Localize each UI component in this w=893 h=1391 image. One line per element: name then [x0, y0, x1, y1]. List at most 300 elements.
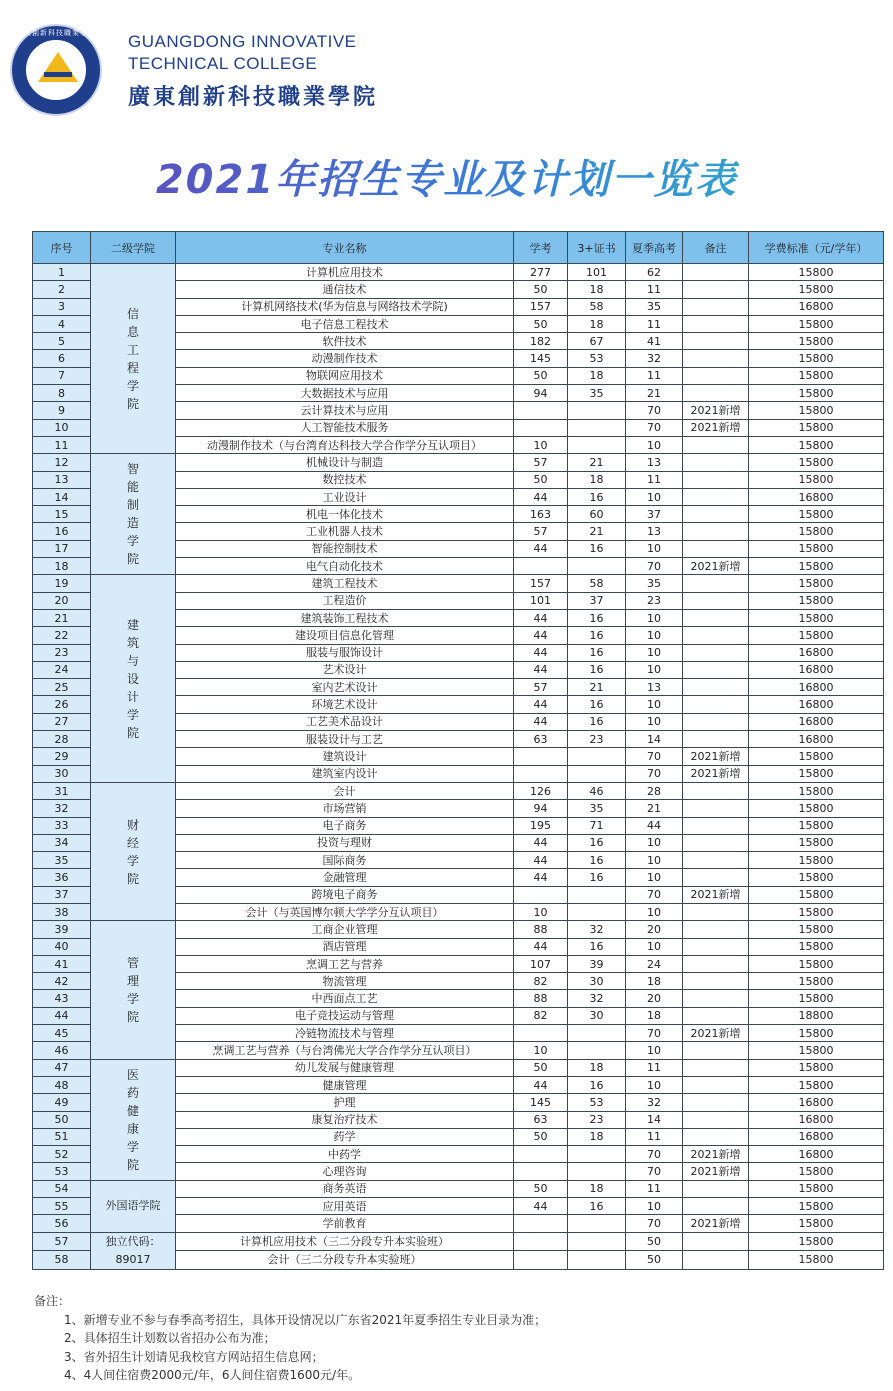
cell-fee: 16800 — [749, 1128, 884, 1145]
cell-cert: 30 — [568, 1007, 626, 1024]
college-cell — [91, 1059, 176, 1180]
cell-major: 心理咨询 — [176, 1163, 514, 1180]
cell-summer: 32 — [626, 350, 683, 367]
cell-cert: 101 — [568, 264, 626, 281]
cell-major: 投资与理财 — [176, 834, 514, 851]
cell-index: 44 — [33, 1007, 91, 1024]
note-item: 1、新增专业不参与春季高考招生，具体开设情况以广东省2021年夏季招生专业目录为准； — [64, 1312, 547, 1327]
cell-cert: 16 — [568, 869, 626, 886]
cell-note — [683, 1076, 749, 1093]
college-english-name-line1: GUANGDONG INNOVATIVE — [128, 32, 357, 51]
cell-major: 建筑设计 — [176, 748, 514, 765]
cell-xuekao: 44 — [514, 1198, 568, 1215]
cell-fee: 15800 — [749, 852, 884, 869]
cell-index: 4 — [33, 315, 91, 332]
cell-cert: 18 — [568, 281, 626, 298]
college-cell — [91, 782, 176, 920]
cell-note — [683, 488, 749, 505]
cell-xuekao: 82 — [514, 973, 568, 990]
cell-cert — [568, 558, 626, 575]
cell-index: 22 — [33, 627, 91, 644]
cell-fee: 18800 — [749, 1007, 884, 1024]
cell-summer: 10 — [626, 1076, 683, 1093]
cell-major: 智能控制技术 — [176, 540, 514, 557]
cell-cert: 18 — [568, 1059, 626, 1076]
cell-note: 2021新增 — [683, 402, 749, 419]
cell-major: 冷链物流技术与管理 — [176, 1025, 514, 1042]
cell-xuekao — [514, 1025, 568, 1042]
college-logo — [10, 24, 102, 116]
cell-xuekao: 163 — [514, 506, 568, 523]
cell-index: 31 — [33, 782, 91, 799]
cell-note — [683, 817, 749, 834]
cell-note — [683, 367, 749, 384]
cell-fee: 15800 — [749, 1059, 884, 1076]
logo-ring-text: 廣東創新科技職業學院 — [16, 29, 96, 37]
cell-index: 20 — [33, 592, 91, 609]
cell-summer: 18 — [626, 1007, 683, 1024]
cell-major: 机电一体化技术 — [176, 506, 514, 523]
cell-cert: 53 — [568, 1094, 626, 1111]
cell-index: 37 — [33, 886, 91, 903]
cell-fee: 15800 — [749, 1198, 884, 1215]
cell-cert: 58 — [568, 298, 626, 315]
cell-xuekao — [514, 419, 568, 436]
cell-xuekao — [514, 765, 568, 782]
cell-note: 2021新增 — [683, 748, 749, 765]
cell-note — [683, 852, 749, 869]
cell-summer: 70 — [626, 765, 683, 782]
cell-fee: 15800 — [749, 903, 884, 920]
cell-fee: 15800 — [749, 454, 884, 471]
cell-fee: 15800 — [749, 1180, 884, 1197]
cell-fee: 15800 — [749, 436, 884, 453]
cell-fee: 15800 — [749, 506, 884, 523]
column-header: 夏季高考 — [626, 232, 683, 264]
cell-note: 2021新增 — [683, 1146, 749, 1163]
cell-index: 3 — [33, 298, 91, 315]
college-name: 管理学院 — [126, 955, 139, 1024]
cell-summer: 70 — [626, 1163, 683, 1180]
cell-note — [683, 575, 749, 592]
cell-major: 工艺美术品设计 — [176, 713, 514, 730]
cell-summer: 41 — [626, 333, 683, 350]
cell-summer: 10 — [626, 852, 683, 869]
cell-summer: 13 — [626, 679, 683, 696]
note-item: 2、具体招生计划数以省招办公布为准； — [64, 1331, 276, 1345]
cell-major: 健康管理 — [176, 1076, 514, 1093]
cell-major: 烹调工艺与营养（与台湾佛光大学合作学分互认项目） — [176, 1042, 514, 1059]
cell-xuekao: 63 — [514, 1111, 568, 1128]
cell-summer: 10 — [626, 834, 683, 851]
cell-index: 24 — [33, 661, 91, 678]
cell-cert: 16 — [568, 938, 626, 955]
cell-major: 通信技术 — [176, 281, 514, 298]
cell-fee: 15800 — [749, 782, 884, 799]
cell-fee: 15800 — [749, 1025, 884, 1042]
cell-cert: 16 — [568, 609, 626, 626]
cell-note — [683, 350, 749, 367]
cell-cert: 16 — [568, 661, 626, 678]
cell-major: 幼儿发展与健康管理 — [176, 1059, 514, 1076]
cell-summer: 35 — [626, 298, 683, 315]
cell-summer: 20 — [626, 990, 683, 1007]
cell-major: 会计（与英国博尔顿大学学分互认项目） — [176, 903, 514, 920]
cell-xuekao — [514, 1163, 568, 1180]
cell-major: 机械设计与制造 — [176, 454, 514, 471]
cell-xuekao: 50 — [514, 1180, 568, 1197]
cell-index: 38 — [33, 903, 91, 920]
cell-xuekao: 94 — [514, 385, 568, 402]
cell-xuekao: 10 — [514, 1042, 568, 1059]
cell-summer: 10 — [626, 1042, 683, 1059]
cell-major: 服装设计与工艺 — [176, 731, 514, 748]
cell-cert: 18 — [568, 1128, 626, 1145]
cell-fee: 15800 — [749, 1076, 884, 1093]
logo-bar-emblem — [44, 72, 72, 77]
cell-note — [683, 1232, 749, 1251]
cell-xuekao: 50 — [514, 367, 568, 384]
cell-major: 计算机应用技术 — [176, 264, 514, 281]
cell-index: 39 — [33, 921, 91, 938]
cell-index: 8 — [33, 385, 91, 402]
cell-xuekao: 44 — [514, 696, 568, 713]
cell-summer: 21 — [626, 800, 683, 817]
college-name: 独立代码： 89017 — [105, 1234, 161, 1266]
cell-cert — [568, 886, 626, 903]
cell-index: 49 — [33, 1094, 91, 1111]
cell-xuekao: 195 — [514, 817, 568, 834]
cell-summer: 70 — [626, 558, 683, 575]
cell-cert — [568, 1146, 626, 1163]
cell-index: 56 — [33, 1215, 91, 1232]
cell-summer: 70 — [626, 1146, 683, 1163]
cell-cert — [568, 436, 626, 453]
cell-xuekao: 44 — [514, 540, 568, 557]
cell-summer: 10 — [626, 903, 683, 920]
cell-index: 46 — [33, 1042, 91, 1059]
cell-index: 23 — [33, 644, 91, 661]
column-header: 3+证书 — [568, 232, 626, 264]
cell-index: 54 — [33, 1180, 91, 1197]
cell-index: 14 — [33, 488, 91, 505]
cell-index: 52 — [33, 1146, 91, 1163]
cell-cert: 21 — [568, 523, 626, 540]
cell-cert: 16 — [568, 852, 626, 869]
cell-major: 商务英语 — [176, 1180, 514, 1197]
cell-note — [683, 627, 749, 644]
cell-major: 酒店管理 — [176, 938, 514, 955]
cell-major: 人工智能技术服务 — [176, 419, 514, 436]
cell-major: 会计（三二分段专升本实验班） — [176, 1251, 514, 1270]
table-row — [33, 1232, 884, 1251]
cell-major: 工商企业管理 — [176, 921, 514, 938]
college-cell — [91, 1232, 176, 1269]
table-row — [33, 454, 884, 471]
table-row — [33, 1180, 884, 1197]
cell-fee: 15800 — [749, 315, 884, 332]
cell-note — [683, 1059, 749, 1076]
cell-summer: 10 — [626, 436, 683, 453]
cell-fee: 15800 — [749, 592, 884, 609]
cell-major: 建筑室内设计 — [176, 765, 514, 782]
cell-summer: 10 — [626, 644, 683, 661]
cell-xuekao: 88 — [514, 990, 568, 1007]
cell-summer: 11 — [626, 367, 683, 384]
cell-index: 33 — [33, 817, 91, 834]
cell-xuekao: 44 — [514, 609, 568, 626]
cell-xuekao: 44 — [514, 644, 568, 661]
cell-fee: 15800 — [749, 834, 884, 851]
column-header: 二级学院 — [91, 232, 176, 264]
cell-index: 6 — [33, 350, 91, 367]
cell-major: 软件技术 — [176, 333, 514, 350]
cell-cert — [568, 1163, 626, 1180]
cell-cert: 16 — [568, 1198, 626, 1215]
cell-cert: 16 — [568, 627, 626, 644]
cell-note — [683, 731, 749, 748]
cell-fee: 15800 — [749, 281, 884, 298]
cell-fee: 15800 — [749, 990, 884, 1007]
cell-summer: 11 — [626, 281, 683, 298]
cell-xuekao: 44 — [514, 1076, 568, 1093]
cell-summer: 18 — [626, 973, 683, 990]
cell-fee: 15800 — [749, 748, 884, 765]
cell-fee: 16800 — [749, 298, 884, 315]
cell-fee: 15800 — [749, 419, 884, 436]
cell-xuekao: 44 — [514, 834, 568, 851]
cell-summer: 14 — [626, 731, 683, 748]
cell-xuekao: 44 — [514, 627, 568, 644]
cell-fee: 16800 — [749, 1146, 884, 1163]
cell-fee: 15800 — [749, 1042, 884, 1059]
cell-summer: 10 — [626, 540, 683, 557]
cell-note — [683, 1042, 749, 1059]
cell-fee: 15800 — [749, 402, 884, 419]
cell-summer: 70 — [626, 419, 683, 436]
cell-fee: 16800 — [749, 679, 884, 696]
cell-major: 药学 — [176, 1128, 514, 1145]
cell-xuekao: 94 — [514, 800, 568, 817]
table-row — [33, 264, 884, 281]
cell-note — [683, 1111, 749, 1128]
cell-major: 数控技术 — [176, 471, 514, 488]
cell-major: 中药学 — [176, 1146, 514, 1163]
cell-cert: 23 — [568, 731, 626, 748]
cell-summer: 10 — [626, 1198, 683, 1215]
cell-major: 金融管理 — [176, 869, 514, 886]
cell-xuekao: 157 — [514, 575, 568, 592]
cell-summer: 10 — [626, 609, 683, 626]
cell-note — [683, 540, 749, 557]
cell-note — [683, 644, 749, 661]
cell-note: 2021新增 — [683, 886, 749, 903]
table-row — [33, 575, 884, 592]
cell-index: 57 — [33, 1232, 91, 1251]
cell-fee: 15800 — [749, 955, 884, 972]
cell-fee: 16800 — [749, 644, 884, 661]
cell-summer: 14 — [626, 1111, 683, 1128]
college-name: 智能制造学院 — [126, 462, 139, 567]
cell-xuekao — [514, 1251, 568, 1270]
cell-note — [683, 333, 749, 350]
cell-xuekao: 57 — [514, 679, 568, 696]
cell-major: 电气自动化技术 — [176, 558, 514, 575]
cell-note — [683, 436, 749, 453]
cell-major: 电子商务 — [176, 817, 514, 834]
cell-major: 云计算技术与应用 — [176, 402, 514, 419]
cell-major: 服装与服饰设计 — [176, 644, 514, 661]
cell-summer: 11 — [626, 315, 683, 332]
cell-fee: 15800 — [749, 333, 884, 350]
cell-note — [683, 1198, 749, 1215]
cell-index: 27 — [33, 713, 91, 730]
cell-cert — [568, 402, 626, 419]
cell-cert — [568, 1215, 626, 1232]
cell-xuekao: 44 — [514, 852, 568, 869]
cell-cert: 21 — [568, 679, 626, 696]
college-cell — [91, 1180, 176, 1232]
table-row — [33, 921, 884, 938]
cell-note: 2021新增 — [683, 765, 749, 782]
cell-xuekao — [514, 748, 568, 765]
cell-note — [683, 454, 749, 471]
cell-index: 36 — [33, 869, 91, 886]
cell-major: 烹调工艺与营养 — [176, 955, 514, 972]
college-cell — [91, 575, 176, 783]
cell-cert: 53 — [568, 350, 626, 367]
cell-summer: 50 — [626, 1251, 683, 1270]
cell-index: 18 — [33, 558, 91, 575]
notes-heading: 备注： — [34, 1294, 71, 1308]
cell-xuekao — [514, 558, 568, 575]
logo-triangle-emblem — [38, 52, 78, 82]
cell-major: 工程造价 — [176, 592, 514, 609]
cell-note — [683, 471, 749, 488]
cell-major: 中西面点工艺 — [176, 990, 514, 1007]
cell-fee: 15800 — [749, 367, 884, 384]
column-header: 序号 — [33, 232, 91, 264]
college-cell — [91, 454, 176, 575]
cell-summer: 70 — [626, 886, 683, 903]
cell-note — [683, 800, 749, 817]
cell-note: 2021新增 — [683, 1025, 749, 1042]
cell-note — [683, 955, 749, 972]
cell-note — [683, 834, 749, 851]
cell-major: 艺术设计 — [176, 661, 514, 678]
cell-fee: 15800 — [749, 1232, 884, 1251]
cell-cert: 16 — [568, 540, 626, 557]
cell-xuekao: 44 — [514, 488, 568, 505]
cell-major: 康复治疗技术 — [176, 1111, 514, 1128]
cell-note — [683, 592, 749, 609]
cell-cert: 35 — [568, 385, 626, 402]
cell-fee: 16800 — [749, 1094, 884, 1111]
cell-summer: 24 — [626, 955, 683, 972]
cell-cert: 21 — [568, 454, 626, 471]
cell-xuekao — [514, 886, 568, 903]
cell-cert: 32 — [568, 921, 626, 938]
cell-index: 45 — [33, 1025, 91, 1042]
cell-xuekao: 107 — [514, 955, 568, 972]
cell-fee: 15800 — [749, 817, 884, 834]
cell-major: 市场营销 — [176, 800, 514, 817]
cell-major: 护理 — [176, 1094, 514, 1111]
college-chinese-name: 廣東創新科技職業學院 — [128, 84, 379, 110]
cell-note — [683, 281, 749, 298]
cell-xuekao: 145 — [514, 1094, 568, 1111]
note-item: 4、4人间住宿费2000元/年，6人间住宿费1600元/年。 — [64, 1368, 361, 1382]
cell-cert — [568, 1232, 626, 1251]
cell-note: 2021新增 — [683, 1215, 749, 1232]
cell-index: 58 — [33, 1251, 91, 1270]
cell-index: 53 — [33, 1163, 91, 1180]
cell-summer: 11 — [626, 1128, 683, 1145]
cell-summer: 70 — [626, 1025, 683, 1042]
cell-cert: 46 — [568, 782, 626, 799]
cell-index: 12 — [33, 454, 91, 471]
cell-note — [683, 1007, 749, 1024]
cell-note — [683, 298, 749, 315]
column-header: 学费标准（元/学年） — [749, 232, 884, 264]
cell-summer: 20 — [626, 921, 683, 938]
cell-fee: 16800 — [749, 731, 884, 748]
cell-major: 学前教育 — [176, 1215, 514, 1232]
cell-note — [683, 661, 749, 678]
cell-cert: 18 — [568, 471, 626, 488]
cell-xuekao: 57 — [514, 454, 568, 471]
cell-index: 16 — [33, 523, 91, 540]
cell-cert — [568, 419, 626, 436]
cell-xuekao: 44 — [514, 938, 568, 955]
cell-major: 计算机应用技术（三二分段专升本实验班） — [176, 1232, 514, 1251]
cell-fee: 15800 — [749, 800, 884, 817]
cell-major: 物联网应用技术 — [176, 367, 514, 384]
cell-note — [683, 1128, 749, 1145]
cell-summer: 11 — [626, 1180, 683, 1197]
cell-index: 11 — [33, 436, 91, 453]
cell-cert: 37 — [568, 592, 626, 609]
cell-xuekao: 50 — [514, 1059, 568, 1076]
cell-fee: 16800 — [749, 488, 884, 505]
cell-cert: 39 — [568, 955, 626, 972]
cell-cert: 58 — [568, 575, 626, 592]
cell-major: 动漫制作技术（与台湾育达科技大学合作学分互认项目） — [176, 436, 514, 453]
cell-note — [683, 921, 749, 938]
cell-note — [683, 506, 749, 523]
cell-major: 会计 — [176, 782, 514, 799]
cell-note — [683, 973, 749, 990]
college-name: 建筑与设计学院 — [126, 617, 139, 740]
enrollment-plan-table — [32, 231, 884, 1270]
cell-index: 50 — [33, 1111, 91, 1128]
college-name: 医药健康学院 — [126, 1067, 139, 1172]
cell-index: 51 — [33, 1128, 91, 1145]
cell-fee: 15800 — [749, 1163, 884, 1180]
cell-note — [683, 1180, 749, 1197]
cell-index: 15 — [33, 506, 91, 523]
cell-xuekao: 101 — [514, 592, 568, 609]
cell-summer: 10 — [626, 488, 683, 505]
column-header: 专业名称 — [176, 232, 514, 264]
cell-index: 34 — [33, 834, 91, 851]
cell-fee: 15800 — [749, 575, 884, 592]
cell-cert: 16 — [568, 713, 626, 730]
cell-note — [683, 523, 749, 540]
cell-note — [683, 609, 749, 626]
note-item: 3、省外招生计划请见我校官方网站招生信息网； — [64, 1349, 324, 1364]
cell-cert — [568, 903, 626, 920]
